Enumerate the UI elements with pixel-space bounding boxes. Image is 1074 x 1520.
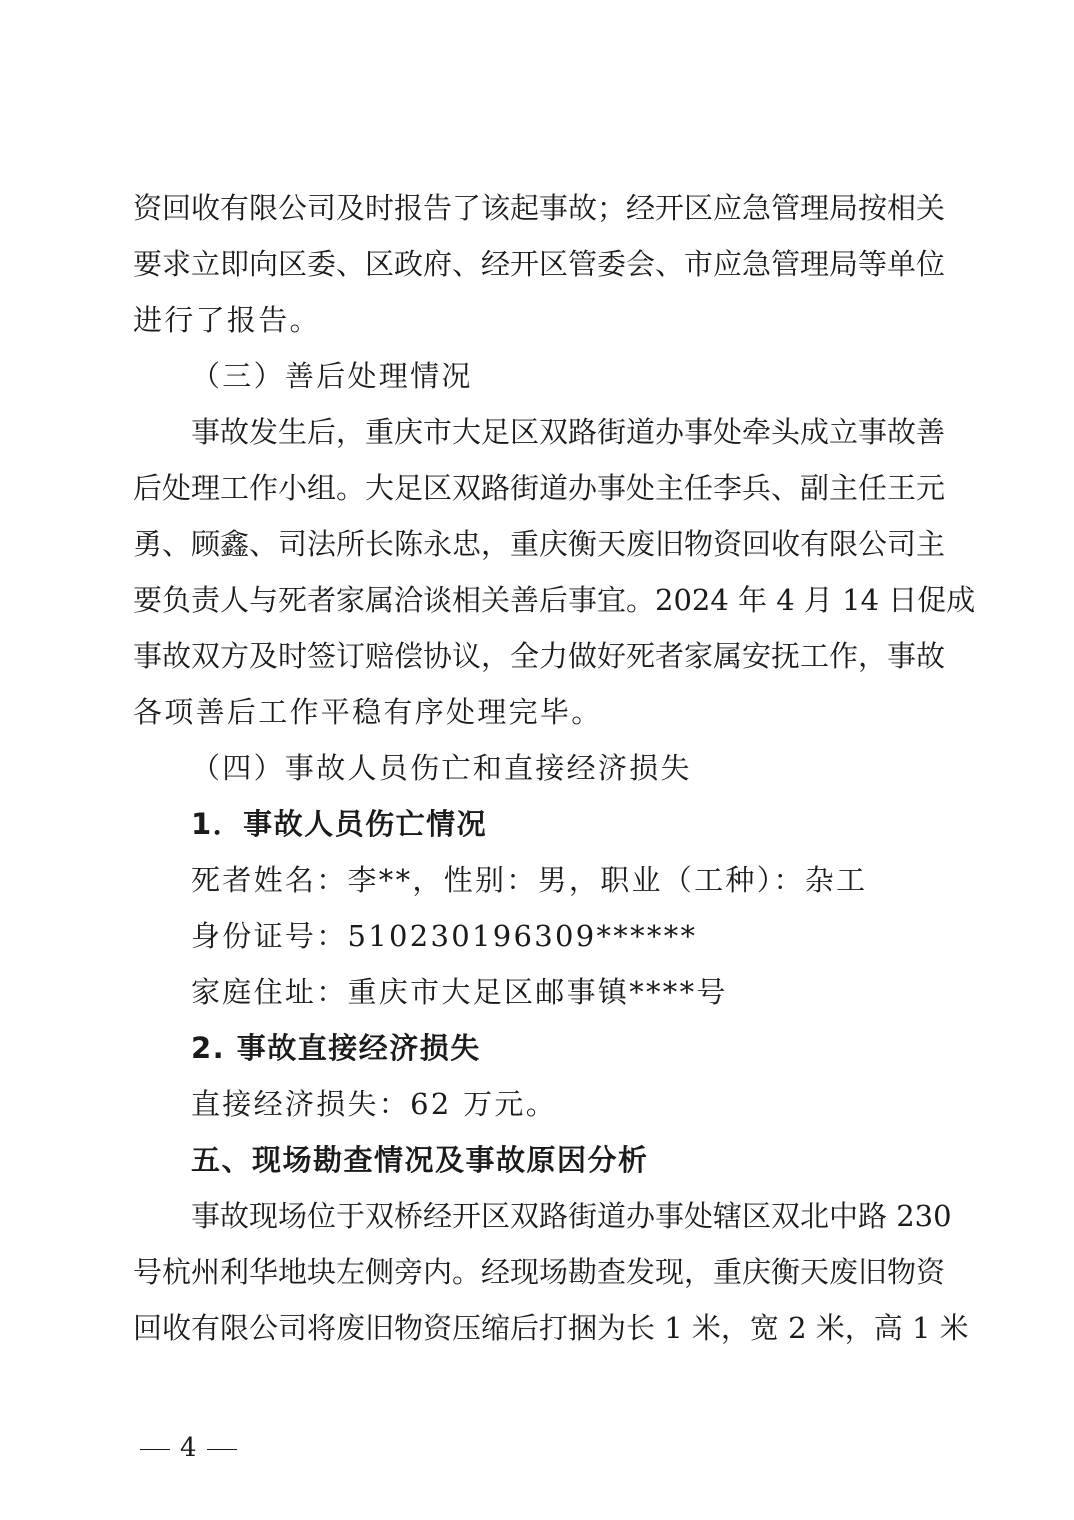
body-line: 进行了报告。 xyxy=(133,303,321,337)
section-heading: （三）善后处理情况 xyxy=(191,359,473,393)
body-line: 各项善后工作平稳有序处理完毕。 xyxy=(133,695,603,729)
footer-dash-left xyxy=(140,1449,170,1450)
subsection-heading: 2. 事故直接经济损失 xyxy=(191,1031,481,1065)
body-line: 身份证号：510230196309****** xyxy=(191,919,698,953)
body-line: 事故双方及时签订赔偿协议，全力做好死者家属安抚工作，事故 xyxy=(133,639,946,673)
body-line: 要负责人与死者家属洽谈相关善后事宜。2024 年 4 月 14 日促成 xyxy=(133,583,976,617)
body-line: 资回收有限公司及时报告了该起事故；经开区应急管理局按相关 xyxy=(133,191,946,225)
body-line: 直接经济损失：62 万元。 xyxy=(191,1087,558,1121)
body-line: 事故发生后，重庆市大足区双路街道办事处牵头成立事故善 xyxy=(191,415,946,449)
page-number: 4 xyxy=(180,1433,197,1463)
footer-dash-right xyxy=(207,1449,237,1450)
document-body xyxy=(133,180,976,1356)
body-line: 事故现场位于双桥经开区双路街道办事处辖区双北中路 230 xyxy=(191,1199,952,1233)
subsection-heading: 1．事故人员伤亡情况 xyxy=(191,807,488,841)
body-line: 后处理工作小组。大足区双路街道办事处主任李兵、副主任王元 xyxy=(133,471,946,505)
body-line: 家庭住址：重庆市大足区邮事镇****号 xyxy=(191,975,728,1009)
body-line: 勇、顾鑫、司法所长陈永忠，重庆衡天废旧物资回收有限公司主 xyxy=(133,527,946,561)
body-line: 号杭州利华地块左侧旁内。经现场勘查发现，重庆衡天废旧物资 xyxy=(133,1255,946,1289)
body-line: 回收有限公司将废旧物资压缩后打捆为长 1 米，宽 2 米，高 1 米 xyxy=(133,1311,969,1345)
chapter-heading: 五、现场勘查情况及事故原因分析 xyxy=(191,1143,649,1177)
section-heading: （四）事故人员伤亡和直接经济损失 xyxy=(191,751,692,785)
body-line: 死者姓名：李**，性别：男，职业（工种）：杂工 xyxy=(191,863,868,897)
body-line: 要求立即向区委、区政府、经开区管委会、市应急管理局等单位 xyxy=(133,247,946,281)
page-footer xyxy=(130,1428,247,1468)
